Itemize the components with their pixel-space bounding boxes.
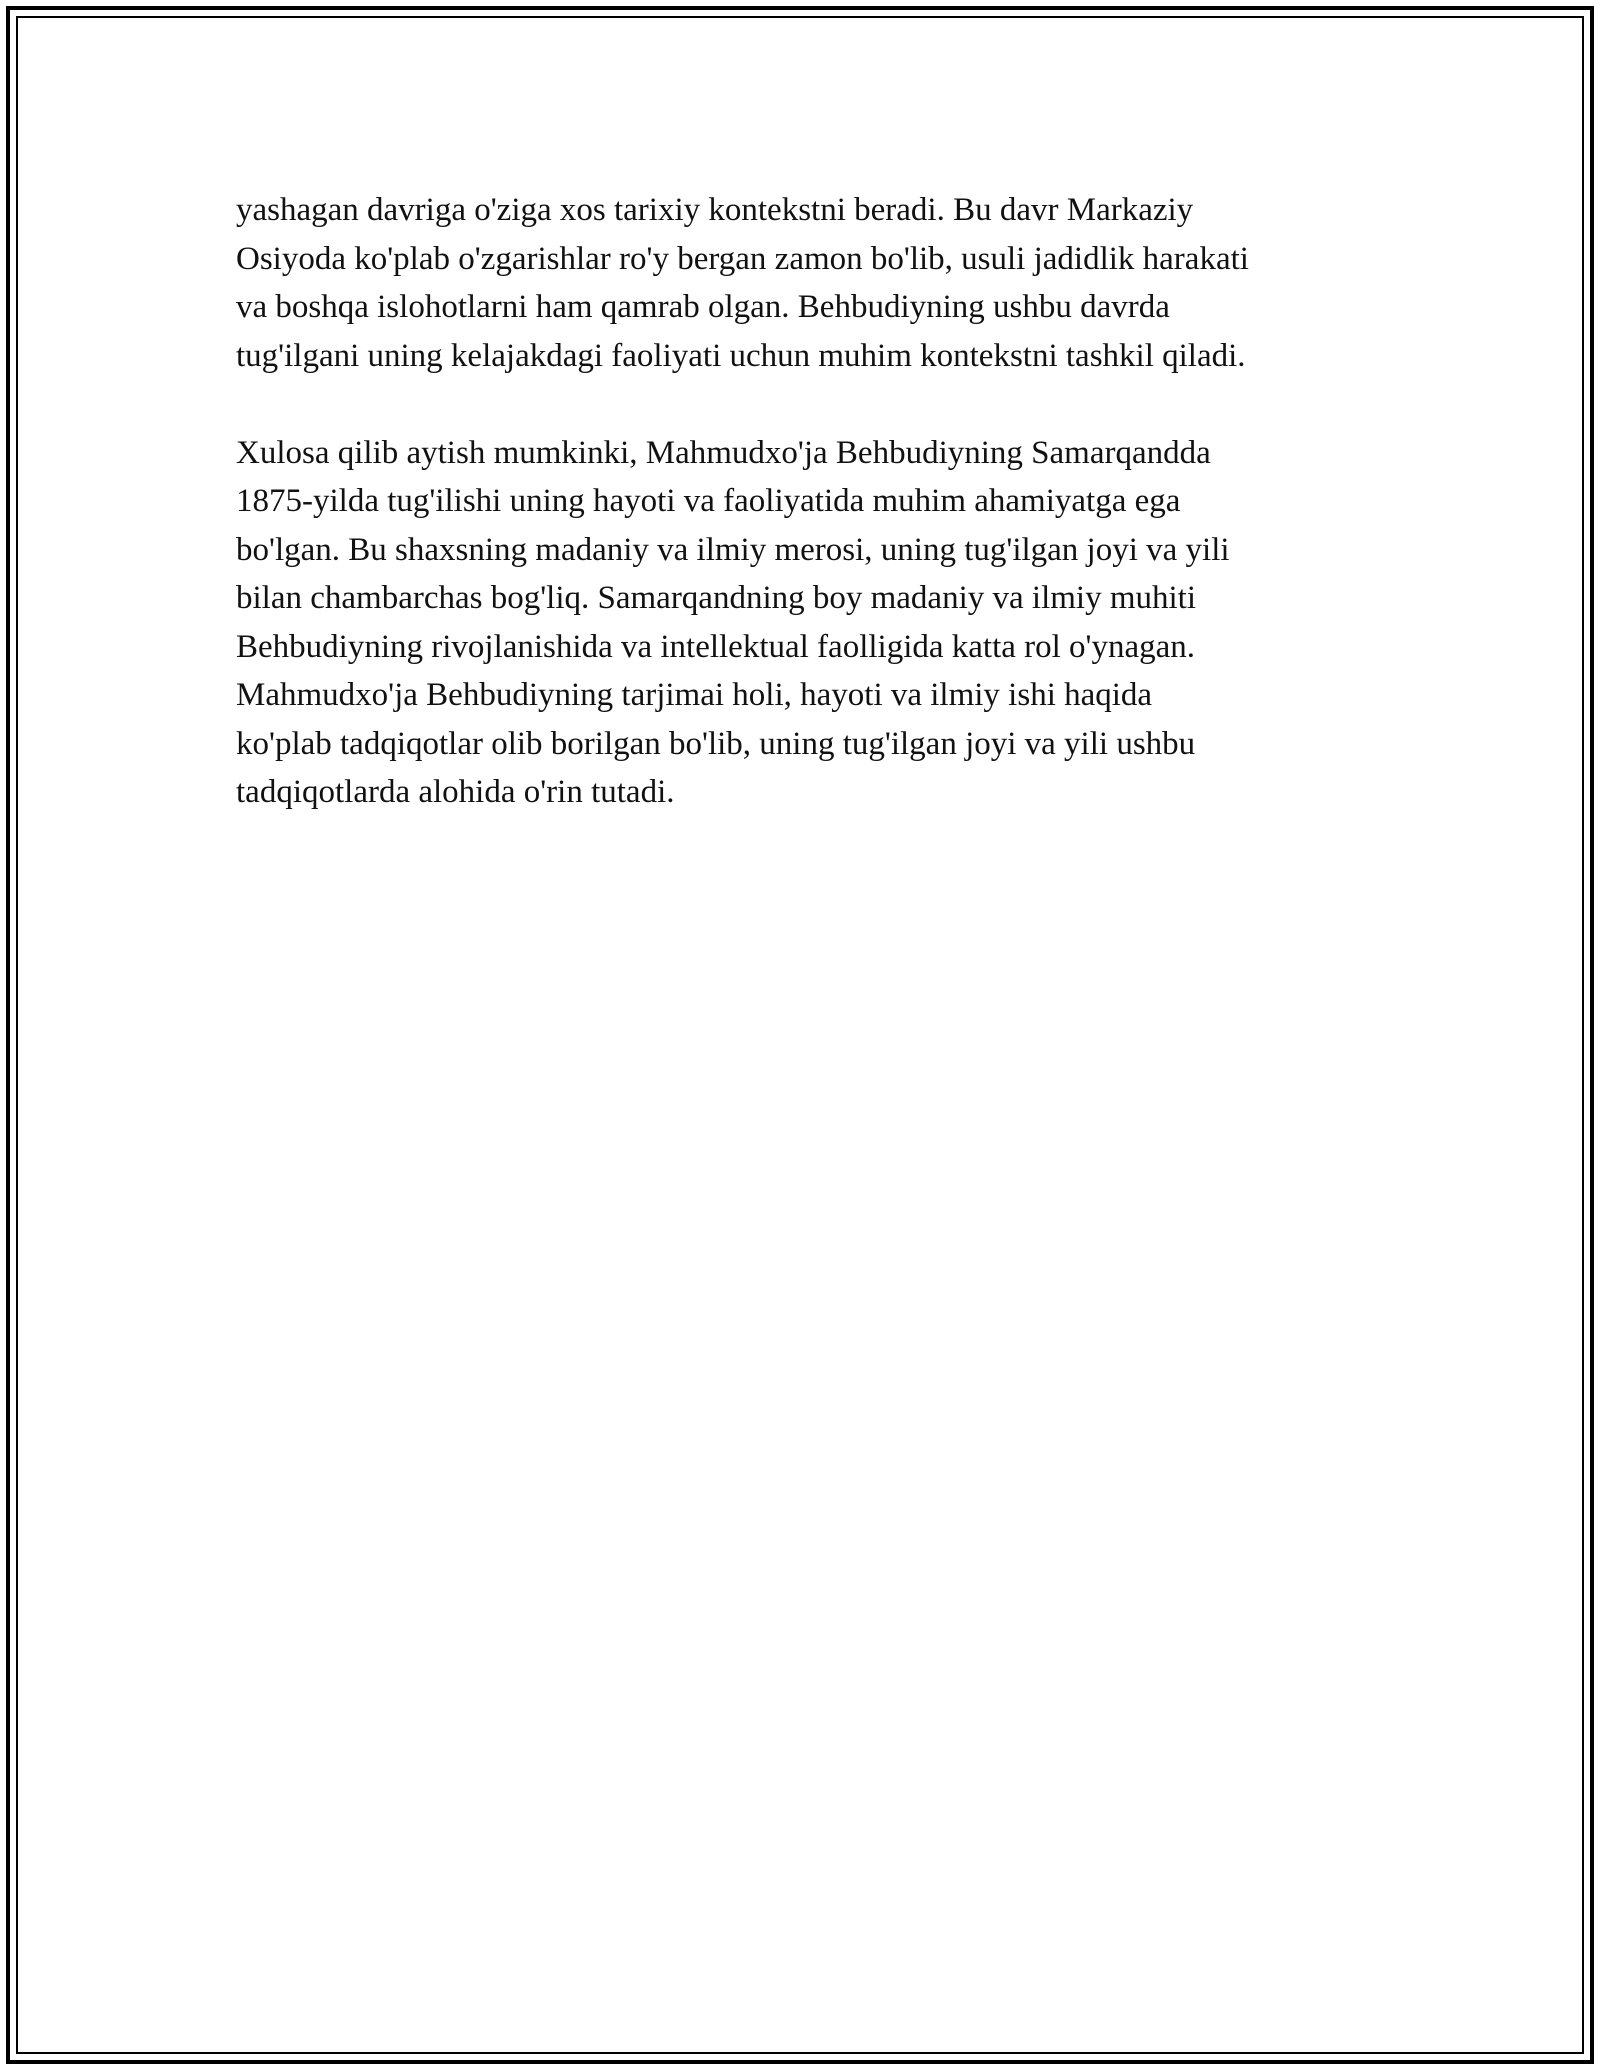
document-body [236, 186, 1376, 817]
paragraph [236, 186, 1376, 380]
paragraph-spacer [236, 380, 1376, 429]
text-line: bilan chambarchas bog'liq. Samarqandning boy madaniy va ilmiy muhiti [236, 580, 1196, 616]
text-line: tug'ilgani uning kelajakdagi faoliyati uchun muhim kontekstni tashkil qiladi. [236, 337, 1246, 374]
text-line: Behbudiyning rivojlanishida va intellektual faolligida katta rol o'ynagan. [236, 628, 1196, 665]
paragraph [236, 429, 1376, 817]
text-line: ko'plab tadqiqotlar olib borilgan bo'lib, uning tug'ilgan joyi va yili ushbu [236, 725, 1196, 762]
text-line: va boshqa islohotlarni ham qamrab olgan. Behbudiyning ushbu davrda [236, 289, 1170, 325]
text-line: yashagan davriga o'ziga xos tarixiy kontekstni beradi. Bu davr Markaziy [236, 192, 1194, 228]
text-line: Xulosa qilib aytish mumkinki, Mahmudxo'ja Behbudiyning Samarqandda [236, 434, 1211, 471]
text-line: Osiyoda ko'plab o'zgarishlar ro'y bergan zamon bo'lib, usuli jadidlik harakati [236, 240, 1249, 277]
text-line: bo'lgan. Bu shaxsning madaniy va ilmiy merosi, uning tug'ilgan joyi va yili [236, 531, 1230, 568]
text-line: 1875-yilda tug'ilishi uning hayoti va faoliyatida muhim ahamiyatga ega [236, 483, 1181, 519]
text-line: tadqiqotlarda alohida o'rin tutadi. [236, 774, 675, 810]
text-line: Mahmudxo'ja Behbudiyning tarjimai holi, hayoti va ilmiy ishi haqida [236, 677, 1153, 713]
